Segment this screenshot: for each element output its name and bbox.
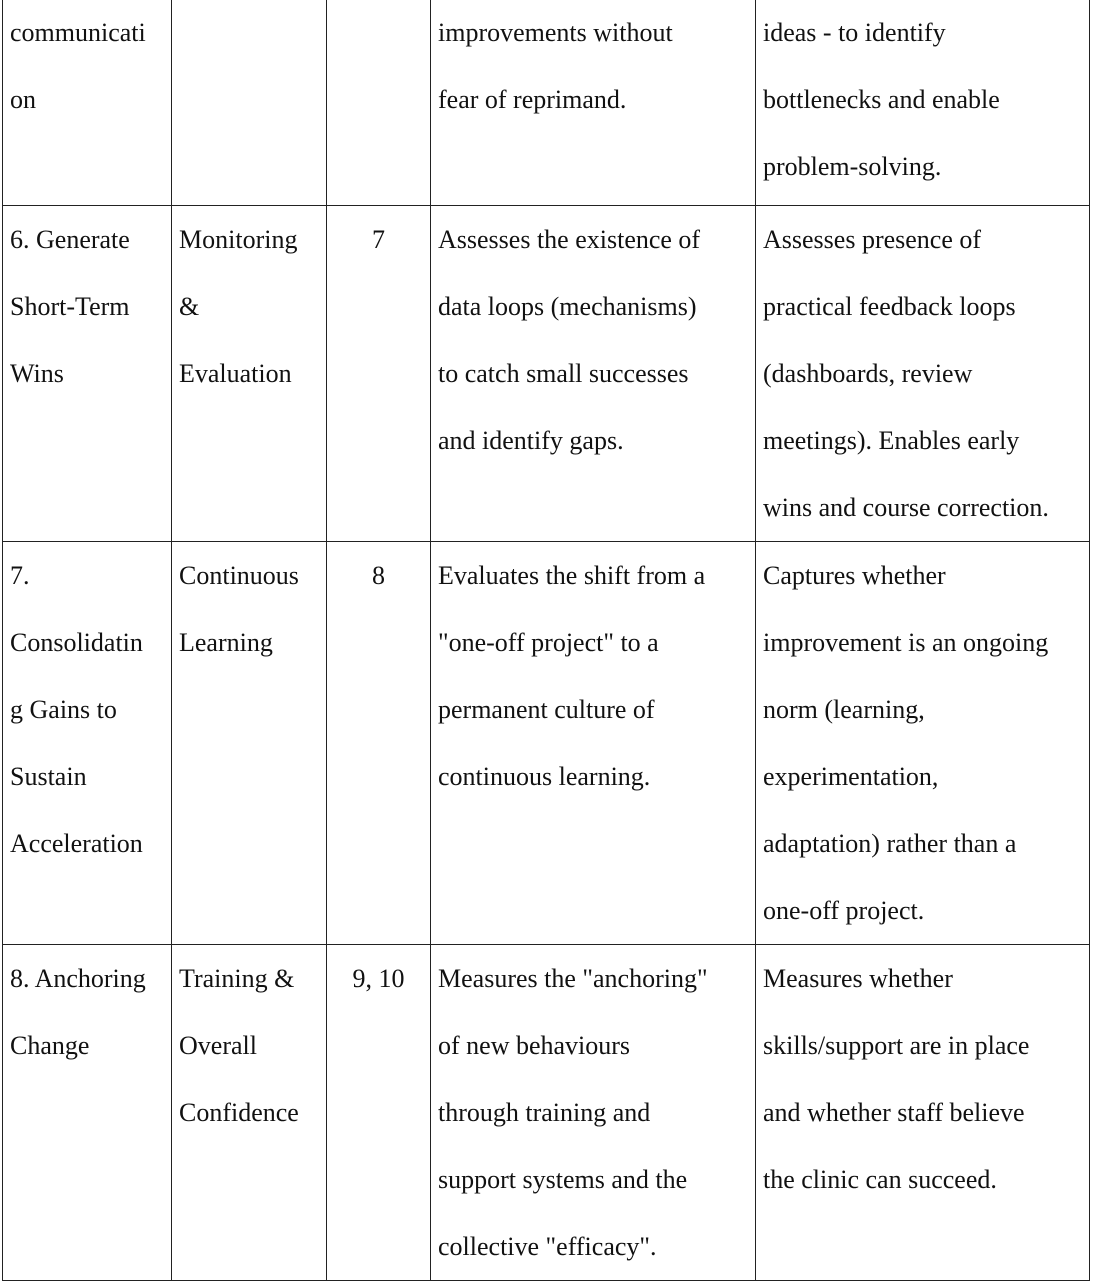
focus-cell: Evaluates the shift from a "one-off project" to a permanent culture of continuous learning. xyxy=(431,542,756,945)
stage-cell: communicati on xyxy=(3,0,172,206)
item-number-cell: 9, 10 xyxy=(327,945,431,1281)
stage-cell: 7. Consolidatin g Gains to Sustain Acceleration xyxy=(3,542,172,945)
stage-cell: 8. Anchoring Change xyxy=(3,945,172,1281)
rationale-cell: ideas - to identify bottlenecks and enable problem-solving. xyxy=(756,0,1090,206)
rationale-cell: Assesses presence of practical feedback loops (dashboards, review meetings). Enables early wins and course correction. xyxy=(756,206,1090,542)
domain-cell: Monitoring & Evaluation xyxy=(172,206,327,542)
table-row xyxy=(3,206,1090,542)
table-row xyxy=(3,945,1090,1281)
focus-cell: Measures the "anchoring" of new behaviours through training and support systems and the collective "efficacy". xyxy=(431,945,756,1281)
stage-cell: 6. Generate Short-Term Wins xyxy=(3,206,172,542)
item-number-cell: 8 xyxy=(327,542,431,945)
rationale-cell: Captures whether improvement is an ongoing norm (learning, experimentation, adaptation) rather than a one-off project. xyxy=(756,542,1090,945)
focus-cell: Assesses the existence of data loops (mechanisms) to catch small successes and identify gaps. xyxy=(431,206,756,542)
table-row xyxy=(3,0,1090,206)
domain-cell: Training & Overall Confidence xyxy=(172,945,327,1281)
kotter-mapping-table xyxy=(2,0,1090,1281)
rationale-cell: Measures whether skills/support are in place and whether staff believe the clinic can succeed. xyxy=(756,945,1090,1281)
table-row xyxy=(3,542,1090,945)
item-number-cell: 7 xyxy=(327,206,431,542)
item-number-cell xyxy=(327,0,431,206)
domain-cell: Continuous Learning xyxy=(172,542,327,945)
focus-cell: improvements without fear of reprimand. xyxy=(431,0,756,206)
domain-cell xyxy=(172,0,327,206)
